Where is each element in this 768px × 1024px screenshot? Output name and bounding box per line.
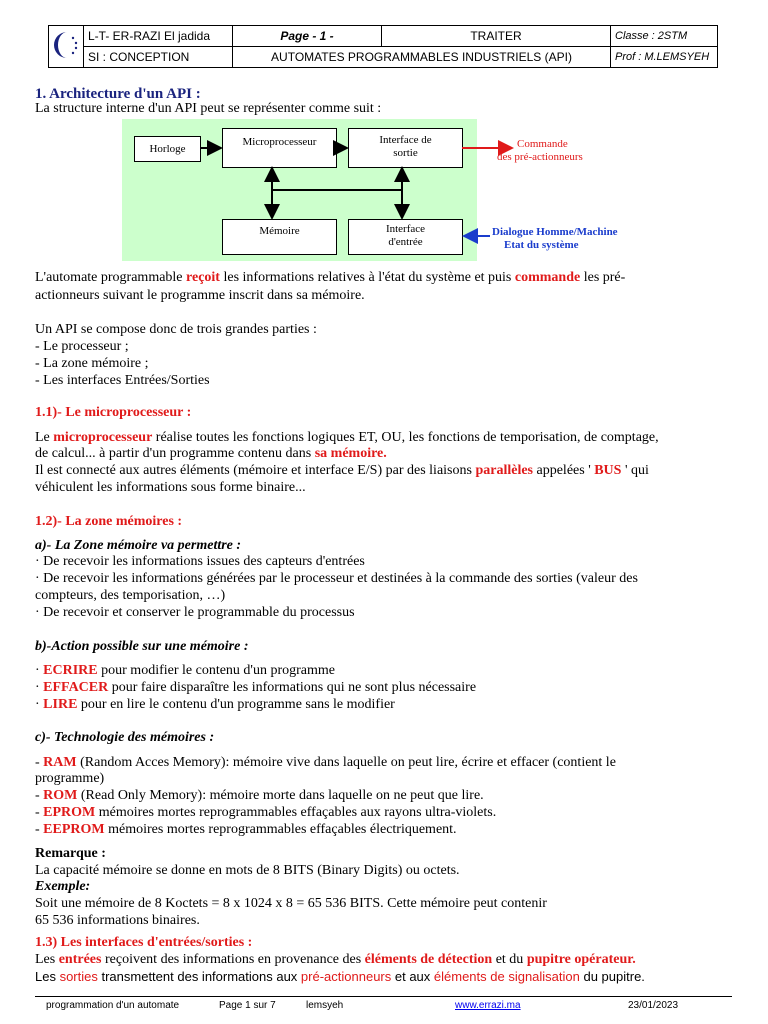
- s12-a2: · De recevoir les informations générées par le processeur et destinées à la commande des sorties (valeur des: [35, 571, 638, 586]
- remarque-title: Remarque :: [35, 846, 106, 861]
- p1-line2: actionneurs suivant le programme inscrit dans sa mémoire.: [35, 288, 365, 303]
- p1-line1: L'automate programmable reçoit les informations relatives à l'état du système et puis commande les pré-: [35, 270, 626, 285]
- remarque-line3: 65 536 informations binaires.: [35, 913, 200, 928]
- footer-page: Page 1 sur 7: [219, 1000, 276, 1011]
- s12-b-title: b)-Action possible sur une mémoire :: [35, 639, 249, 654]
- footer-link[interactable]: www.errazi.ma: [455, 1000, 521, 1011]
- footer-date: 23/01/2023: [628, 1000, 679, 1011]
- s12-c4: - EEPROM mémoires mortes reprogrammables effaçables électriquement.: [35, 822, 457, 837]
- header-classe: Classe : 2STM: [611, 26, 718, 47]
- remarque-line1: La capacité mémoire se donne en mots de 8 BITS (Binary Digits) ou octets.: [35, 863, 460, 878]
- header-subject: AUTOMATES PROGRAMMABLES INDUSTRIELS (API): [233, 47, 611, 68]
- iface-out-line2: sortie: [393, 147, 418, 159]
- section-1-intro: La structure interne d'un API peut se représenter comme suit :: [35, 101, 382, 116]
- s12-c3: - EPROM mémoires mortes reprogrammables effaçables aux rayons ultra-violets.: [35, 805, 497, 820]
- footer-left: programmation d'un automate: [46, 1000, 180, 1011]
- header-treat: TRAITER: [382, 26, 611, 47]
- iface-in-line2: d'entrée: [388, 236, 423, 248]
- box-memoire-label: Mémoire: [259, 225, 300, 237]
- s12-a-title: a)- La Zone mémoire va permettre :: [35, 538, 242, 553]
- s12-b2: · EFFACER pour faire disparaître les informations qui ne sont plus nécessaire: [35, 680, 477, 695]
- header-prof: Prof : M.LEMSYEH: [611, 47, 718, 68]
- school-name: L-T- ER-RAZI El jadida: [84, 26, 233, 47]
- label-commande-1: Commande: [517, 138, 568, 150]
- s12-c-title: c)- Technologie des mémoires :: [35, 730, 215, 745]
- s13-line2: Les sorties transmettent des informations aux pré-actionneurs et aux éléments de signalisation du pupitre.: [35, 969, 645, 984]
- remarque-line2: Soit une mémoire de 8 Koctets = 8 x 1024 x 8 = 65 536 BITS. Cette mémoire peut contenir: [35, 896, 547, 911]
- iface-out-line1: Interface de: [379, 134, 432, 146]
- label-commande: [497, 138, 583, 164]
- page-number: Page - 1 -: [233, 26, 382, 47]
- p2-item-3: - Les interfaces Entrées/Sorties: [35, 373, 210, 388]
- section-1-3-title: 1.3) Les interfaces d'entrées/sorties :: [35, 935, 253, 950]
- s11-line2: de calcul... à partir d'un programme contenu dans sa mémoire.: [35, 446, 387, 461]
- s11-line4: véhiculent les informations sous forme binaire...: [35, 480, 306, 495]
- p2-item-1: - Le processeur ;: [35, 339, 129, 354]
- header-si: SI : CONCEPTION: [84, 47, 233, 68]
- diagram-arrows: [0, 0, 768, 300]
- label-dialogue: [492, 226, 618, 252]
- s12-a3: compteurs, des temporisation, …): [35, 588, 226, 603]
- s12-a1: · De recevoir les informations issues des capteurs d'entrées: [35, 554, 365, 569]
- s11-line3: Il est connecté aux autres éléments (mémoire et interface E/S) par des liaisons parallèles appelées ' BUS ' qui: [35, 463, 649, 478]
- s12-c1: - RAM (Random Acces Memory): mémoire vive dans laquelle on peut lire, écrire et effacer (contient le: [35, 755, 616, 770]
- iface-in-line1: Interface: [385, 223, 426, 235]
- footer-rule: [35, 996, 732, 997]
- footer-author: lemsyeh: [306, 1000, 344, 1011]
- s12-a4: · De recevoir et conserver le programmable du processus: [35, 605, 355, 620]
- s13-line1: Les entrées reçoivent des informations en provenance des éléments de détection et du pupitre opérateur.: [35, 952, 636, 967]
- section-1-title: 1. Architecture d'un API :: [35, 86, 201, 102]
- label-commande-2: des pré-actionneurs: [497, 151, 583, 163]
- s12-c1b: programme): [35, 771, 105, 786]
- box-microprocesseur-label: Microprocesseur: [242, 136, 317, 148]
- section-1-1-title: 1.1)- Le microprocesseur :: [35, 405, 192, 420]
- section-1-2-title: 1.2)- La zone mémoires :: [35, 514, 183, 529]
- label-dialogue-2: Etat du système: [504, 239, 579, 251]
- p2-item-2: - La zone mémoire ;: [35, 356, 149, 371]
- remarque-example: Exemple:: [35, 879, 91, 894]
- s12-c2: - ROM (Read Only Memory): mémoire morte dans laquelle on ne peut que lire.: [35, 788, 484, 803]
- label-dialogue-1: Dialogue Homme/Machine: [492, 226, 618, 238]
- s12-b1: · ECRIRE pour modifier le contenu d'un programme: [35, 663, 335, 678]
- s11-line1: Le microprocesseur réalise toutes les fonctions logiques ET, OU, les fonctions de temporisation, de comptage,: [35, 430, 659, 445]
- box-horloge: Horloge: [134, 136, 201, 162]
- p2-intro: Un API se compose donc de trois grandes parties :: [35, 322, 317, 337]
- s12-b3: · LIRE pour en lire le contenu d'un programme sans le modifier: [35, 697, 395, 712]
